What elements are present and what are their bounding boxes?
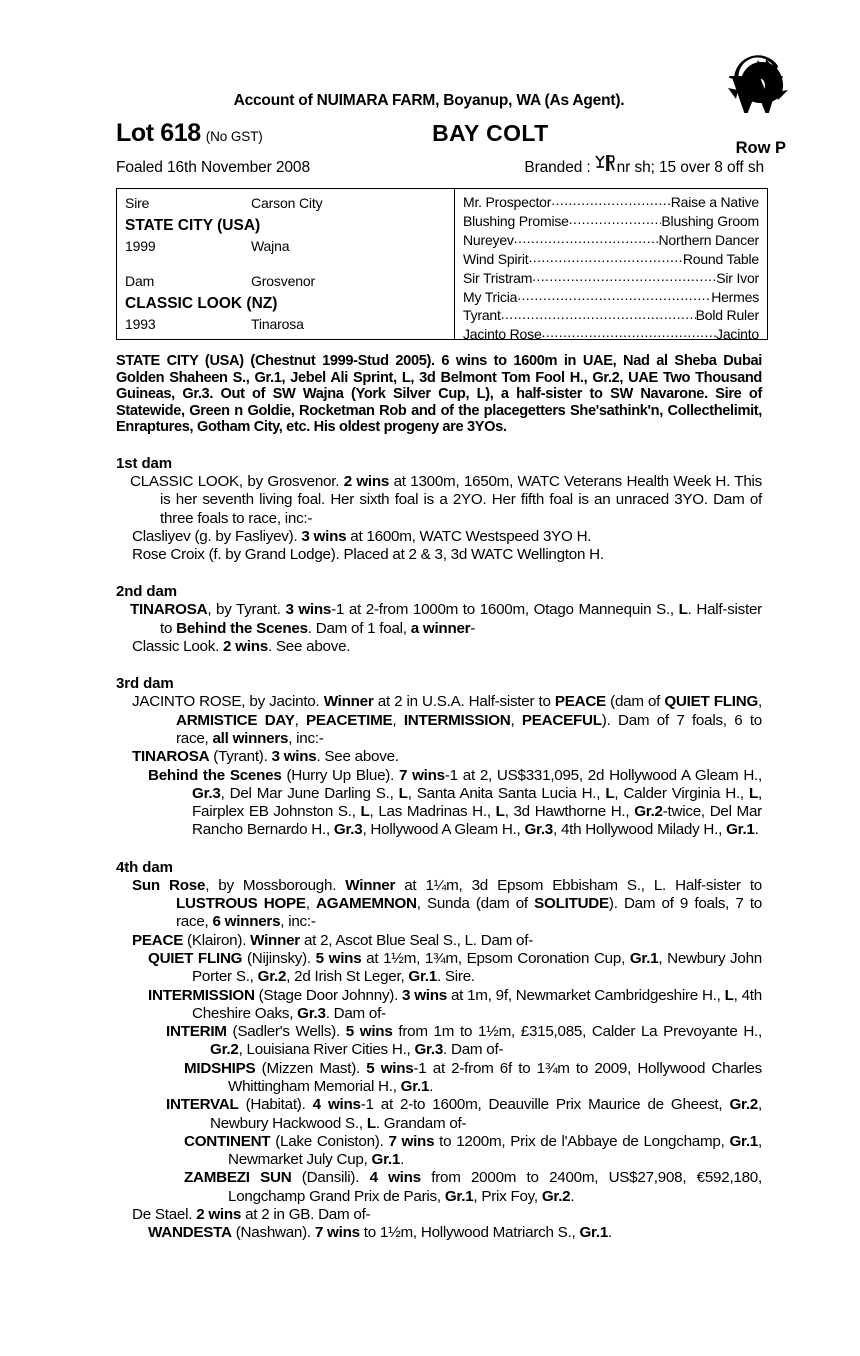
pedigree-entry: Sun Rose, by Mossborough. Winner at 1¼m, 3d Epsom Ebbisham S., L. Half-sister to LUSTROUS HOPE, AGAMEMNON, Sunda (dam of SOLITUDE). Dam of 9 foals, 7 to race, 6 winners, inc:- — [132, 876, 762, 931]
sire-description: STATE CITY (USA) (Chestnut 1999-Stud 2005). 6 wins to 1600m in UAE, Nad al Sheba Dubai Golden Shaheen S., Gr.1, Jebel Ali Sprint, L, 3d Belmont Tom Fool H., Gr.2, UAE Two Thousand Guineas, Gr.3. Out of SW Wajna (York Silver Cup, L), a half-sister to SW Navarone. Sire of Statewide, Green n Goldie, Rocketman Rob and of the placegetters She'sathink'n, Collecthelimit, Enraptures, Gotham City, etc. His oldest progeny are 3YOs. — [116, 353, 762, 436]
leader-dots — [514, 231, 659, 245]
sires-sire: Carson City — [251, 195, 323, 211]
pedigree-entry: Classic Look. 2 wins. See above. — [132, 638, 351, 656]
dam-block — [125, 271, 454, 341]
pedigree-entry: Behind the Scenes (Hurry Up Blue). 7 wins-1 at 2, US$331,095, 2d Hollywood A Gleam H., Gr.3, Del Mar June Darling S., L, Santa Anita Santa Lucia H., L, Calder Virginia H., L, Fairplex EB Johnston S., L, Las Madrinas H., L, 3d Hawthorne H., Gr.2-twice, Del Mar Rancho Bernardo H., Gr.3, Hollywood A Gleam H., Gr.3, 4th Hollywood Milady H., Gr.1. — [148, 766, 762, 839]
pedigree-entry: PEACE (Klairon). Winner at 2, Ascot Blue Seal S., L. Dam of- — [132, 931, 534, 949]
dam-year: 1993 — [125, 316, 156, 332]
grandparent-right: Raise a Native — [670, 194, 759, 210]
dam-section — [116, 583, 762, 656]
grandparent-right: Bold Ruler — [695, 307, 759, 324]
dams-sire: Grosvenor — [251, 273, 316, 289]
dams-dam: Tinarosa — [251, 316, 304, 332]
grandparent-row — [463, 212, 759, 231]
grandparent-row — [463, 231, 759, 250]
grandparent-left: Sir Tristram — [463, 269, 533, 286]
branded-description: nr sh; 15 over 8 off sh — [616, 159, 764, 176]
grandparent-left: Blushing Promise — [463, 212, 569, 229]
grandparent-row — [463, 250, 759, 269]
pedigree-grandparents-column — [455, 189, 767, 343]
grandparent-right: Blushing Groom — [661, 212, 759, 229]
leader-dots — [532, 269, 716, 283]
grandparent-right: Sir Ivor — [716, 269, 759, 286]
branded-info — [524, 155, 764, 177]
pedigree-entry: Rose Croix (f. by Grand Lodge). Placed at 2 & 3, 3d WATC Wellington H. — [132, 546, 604, 564]
sire-label: Sire — [125, 195, 150, 211]
pedigree-table — [116, 188, 768, 343]
pedigree-entry: MIDSHIPS (Mizzen Mast). 5 wins-1 at 2-from 6f to 1¾m to 2009, Hollywood Charles Whittingham Memorial H., Gr.1. — [184, 1059, 762, 1095]
branded-label: Branded : — [524, 159, 591, 176]
dam-heading: 3rd dam — [116, 675, 174, 693]
dam-heading: 2nd dam — [116, 583, 177, 601]
pedigree-entry: CLASSIC LOOK, by Grosvenor. 2 wins at 1300m, 1650m, WATC Veterans Health Week H. This is her seventh living foal. Her sixth foal is a 2YO. Her fifth foal is an unraced 3YO. Dam of three foals to race, inc:- — [130, 472, 762, 527]
grandparent-row — [463, 325, 759, 344]
grandparent-right: Round Table — [682, 250, 759, 267]
dam-name: CLASSIC LOOK (NZ) — [125, 294, 278, 312]
leader-dots — [569, 212, 662, 226]
grandparent-left: Wind Spirit — [463, 250, 529, 267]
grandparent-right: Northern Dancer — [658, 231, 759, 248]
svg-text:W: W — [728, 63, 784, 124]
pedigree-entry: CONTINENT (Lake Coniston). 7 wins to 1200m, Prix de l'Abbaye de Longchamp, Gr.1, Newmarket July Cup, Gr.1. — [184, 1132, 762, 1169]
grandparent-left: Mr. Prospector — [463, 194, 552, 210]
lot-row — [116, 119, 764, 148]
pedigree-entry: De Stael. 2 wins at 2 in GB. Dam of- — [132, 1206, 371, 1224]
foaled-date: Foaled 16th November 2008 — [116, 159, 310, 176]
dam-heading: 4th dam — [116, 858, 173, 876]
dam-label: Dam — [125, 273, 155, 289]
sire-name: STATE CITY (USA) — [125, 216, 261, 234]
grandparent-row — [463, 288, 759, 307]
lot-gst-note: (No GST) — [205, 129, 263, 144]
row-label: Row P — [735, 139, 786, 157]
grandparent-left: My Tricia — [463, 288, 518, 305]
dam-sections — [0, 455, 860, 1243]
pedigree-entry: QUIET FLING (Nijinsky). 5 wins at 1½m, 1¾m, Epsom Coronation Cup, Gr.1, Newbury John Porter S., Gr.2, 2d Irish St Leger, Gr.1. Sire. — [148, 949, 762, 986]
account-line: Account of NUIMARA FARM, Boyanup, WA (As Agent). — [233, 92, 625, 109]
dam-section — [116, 675, 762, 839]
dam-heading: 1st dam — [116, 454, 172, 472]
pedigree-entry: INTERVAL (Habitat). 4 wins-1 at 2-to 1600m, Deauville Prix Maurice de Gheest, Gr.2, Newbury Hackwood S., L. Grandam of- — [166, 1096, 762, 1132]
pedigree-entry: TINAROSA, by Tyrant. 3 wins-1 at 2-from 1000m to 1600m, Otago Mannequin S., L. Half-sister to Behind the Scenes. Dam of 1 foal, a winner- — [130, 601, 762, 637]
dam-section — [116, 859, 762, 1243]
foaled-brand-row — [116, 155, 764, 177]
grandparent-right: Hermes — [711, 288, 759, 305]
leader-dots — [542, 325, 717, 339]
pedigree-entry: ZAMBEZI SUN (Dansili). 4 wins from 2000m to 2400m, US$27,908, €592,180, Longchamp Grand Prix de Paris, Gr.1, Prix Foy, Gr.2. — [184, 1169, 762, 1205]
grandparent-left: Tyrant — [463, 307, 501, 324]
grandparent-left: Nureyev — [463, 231, 514, 248]
grandparent-left: Jacinto Rose — [463, 326, 542, 343]
grandparent-right: Jacinto — [716, 326, 759, 343]
pedigree-entry: INTERIM (Sadler's Wells). 5 wins from 1m to 1½m, £315,085, Calder La Prevoyante H., Gr.2, Louisiana River Cities H., Gr.3. Dam of- — [166, 1023, 762, 1059]
pedigree-entry: INTERMISSION (Stage Door Johnny). 3 wins at 1m, 9f, Newmarket Cambridgeshire H., L, 4th Cheshire Oaks, Gr.3. Dam of- — [148, 986, 762, 1022]
page-header — [0, 0, 860, 177]
sire-year: 1999 — [125, 238, 156, 254]
grandparent-row — [463, 193, 759, 212]
colour-sex-title: BAY COLT — [432, 120, 549, 146]
leader-dots — [517, 288, 711, 302]
brand-symbol-icon — [594, 155, 615, 172]
leader-dots — [551, 193, 671, 207]
pedigree-entry: WANDESTA (Nashwan). 7 wins to 1½m, Hollywood Matriarch S., Gr.1. — [148, 1224, 613, 1242]
pedigree-parents-column — [117, 189, 455, 339]
pedigree-entry: TINAROSA (Tyrant). 3 wins. See above. — [132, 748, 399, 766]
sire-block — [125, 193, 454, 263]
lot-number: Lot 618 — [116, 119, 201, 147]
dam-section — [116, 455, 762, 564]
leader-dots — [528, 250, 682, 264]
sires-dam: Wajna — [251, 238, 290, 254]
pedigree-entry: Clasliyev (g. by Fasliyev). 3 wins at 1600m, WATC Westspeed 3YO H. — [132, 527, 592, 545]
grandparent-row — [463, 269, 759, 288]
leader-dots — [501, 306, 696, 320]
pedigree-entry: JACINTO ROSE, by Jacinto. Winner at 2 in U.S.A. Half-sister to PEACE (dam of QUIET FLING, ARMISTICE DAY, PEACETIME, INTERMISSION, PEACEFUL). Dam of 7 foals, 6 to race, all winners, inc:- — [132, 693, 763, 747]
grandparent-row — [463, 306, 759, 325]
